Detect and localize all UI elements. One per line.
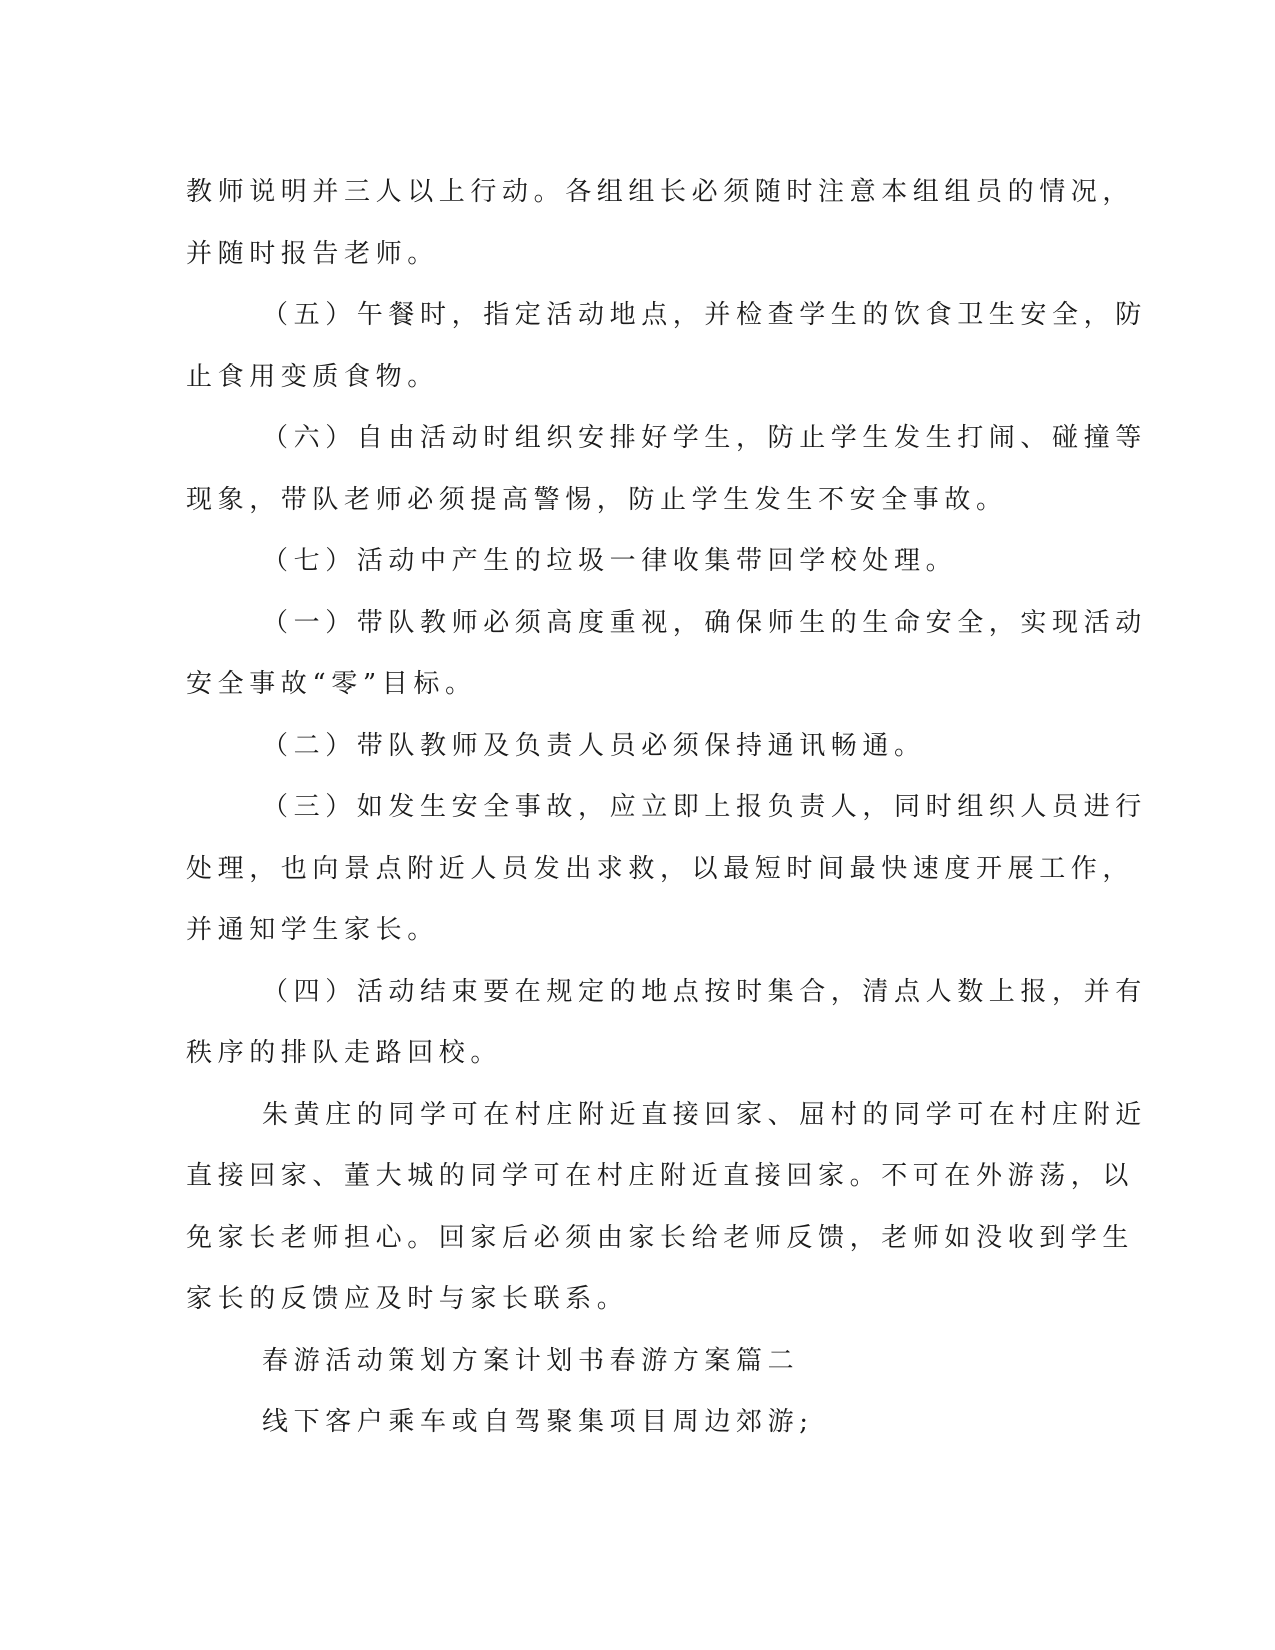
- text-line: 朱黄庄的同学可在村庄附近直接回家、屈村的同学可在村庄附近: [262, 1099, 1147, 1130]
- text-line: 并随时报告老师。: [186, 238, 439, 269]
- text-line: （一）带队教师必须高度重视，确保师生的生命安全，实现活动: [262, 607, 1147, 638]
- text-line: 现象，带队老师必须提高警惕，防止学生发生不安全事故。: [186, 484, 1008, 515]
- text-line: （四）活动结束要在规定的地点按时集合，清点人数上报，并有: [262, 976, 1147, 1007]
- text-line: 家长的反馈应及时与家长联系。: [186, 1284, 629, 1314]
- text-line: 并通知学生家长。: [186, 915, 439, 945]
- text-line: 教师说明并三人以上行动。各组组长必须随时注意本组组员的情况，: [186, 177, 1135, 207]
- document-body: [186, 162, 1147, 1454]
- text-line: 秩序的排队走路回校。: [186, 1038, 503, 1068]
- text-line: 直接回家、董大城的同学可在村庄附近直接回家。不可在外游荡，以: [186, 1161, 1135, 1191]
- text-line: 安全事故“零”目标。: [186, 669, 477, 699]
- text-line: （三）如发生安全事故，应立即上报负责人，同时组织人员进行: [262, 792, 1147, 822]
- text-line: 线下客户乘车或自驾聚集项目周边郊游;: [262, 1407, 814, 1437]
- text-line: （七）活动中产生的垃圾一律收集带回学校处理。: [262, 546, 958, 576]
- text-line: 免家长老师担心。回家后必须由家长给老师反馈，老师如没收到学生: [186, 1222, 1135, 1253]
- text-line: 春游活动策划方案计划书春游方案篇二: [262, 1345, 800, 1376]
- text-line: （六）自由活动时组织安排好学生，防止学生发生打闹、碰撞等: [262, 423, 1147, 453]
- text-line: 止食用变质食物。: [186, 361, 439, 392]
- text-line: 处理，也向景点附近人员发出求救，以最短时间最快速度开展工作，: [186, 853, 1135, 884]
- text-line: （五）午餐时，指定活动地点，并检查学生的饮食卫生安全，防: [262, 300, 1147, 330]
- text-line: （二）带队教师及负责人员必须保持通讯畅通。: [262, 730, 926, 761]
